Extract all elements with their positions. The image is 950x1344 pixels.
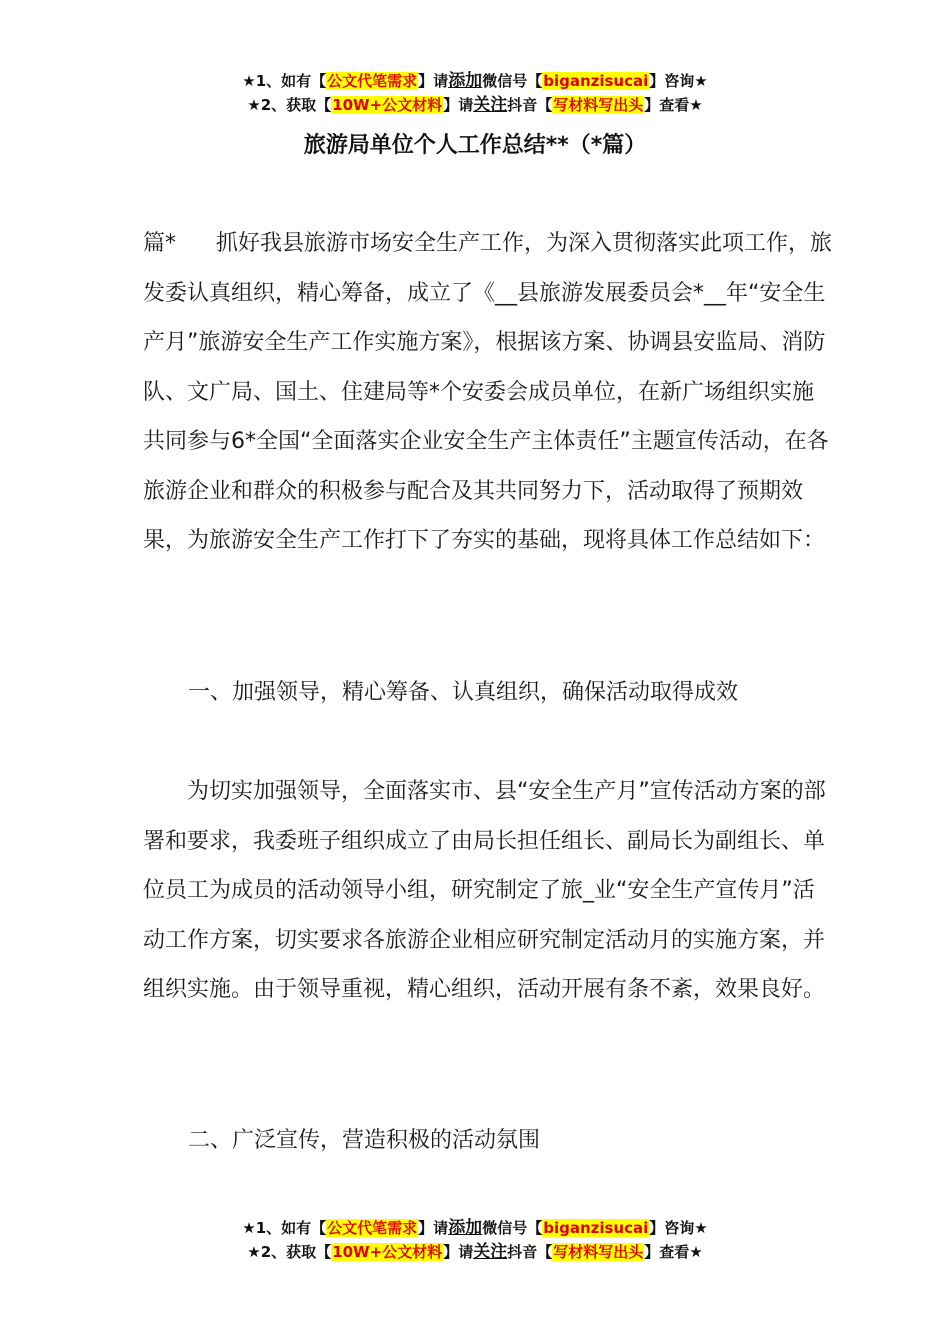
promo-text: 】查看★ bbox=[644, 96, 703, 114]
promo-highlight: biganzisucai bbox=[543, 72, 649, 90]
body-paragraph-text: 为切实加强领导，全面落实市、县“安全生产月”宣传活动方案的部署和要求，我委班子组织成立了由局长担任组长、副局长为副组长、单位员工为成员的活动领导小组，研究制定了旅_业“安全生产宣传月”活动工作方案，切实要求各旅游企业相应研究制定活动月的实施方案，并组织实施。由于领导重视，精心组织，活动开展有条不紊，效果良好。 bbox=[143, 779, 826, 1002]
promo-emphasis: 关注 bbox=[473, 1242, 508, 1262]
intro-text: 抓好我县旅游市场安全生产工作，为深入贯彻落实此项工作，旅发委认真组织，精心筹备，成立了《__县旅游发展委员会*__年“安全生产月”旅游安全生产工作实施方案》，根据该方案、协调县安监局、消防队、文广局、国土、住建局等*个安委会成员单位，在新广场组织实施共同参与6*全国“全面落实企业安全生产主体责任”主题宣传活动，在各旅游企业和群众的积极参与配合及其共同努力下，活动取得了预期效果，为旅游安全生产工作打下了夯实的基础，现将具体工作总结如下： bbox=[143, 231, 833, 553]
promo-text: 】请 bbox=[418, 72, 449, 90]
promo-highlight: biganzisucai bbox=[543, 1219, 649, 1237]
promo-text: 微信号【 bbox=[482, 72, 543, 90]
section-heading-2: 二、广泛宣传，营造积极的活动氛围 bbox=[188, 1128, 541, 1153]
promo-text: 】咨询★ bbox=[649, 1219, 708, 1237]
promo-highlight: 写材料写出头 bbox=[553, 1243, 644, 1261]
promo-highlight: 公文代笔需求 bbox=[327, 72, 418, 90]
promo-text: 微信号【 bbox=[482, 1219, 543, 1237]
promo-line-1 bbox=[0, 69, 950, 93]
promo-line-2 bbox=[0, 1240, 950, 1264]
section-heading-1: 一、加强领导，精心筹备、认真组织，确保活动取得成效 bbox=[188, 680, 739, 705]
promo-text: 】咨询★ bbox=[649, 72, 708, 90]
promo-emphasis: 关注 bbox=[473, 95, 508, 115]
promo-emphasis: 添加 bbox=[448, 1218, 483, 1238]
promo-line-1 bbox=[0, 1216, 950, 1240]
intro-paragraph bbox=[143, 219, 833, 566]
promo-text: ★2、获取【 bbox=[247, 1243, 332, 1261]
promo-banner-bottom bbox=[0, 1216, 950, 1264]
promo-text: 】请 bbox=[443, 96, 474, 114]
promo-highlight: 写材料写出头 bbox=[553, 96, 644, 114]
promo-text: ★2、获取【 bbox=[247, 96, 332, 114]
promo-text: 】请 bbox=[418, 1219, 449, 1237]
document-title: 旅游局单位个人工作总结**（*篇） bbox=[303, 133, 647, 158]
promo-text: 】查看★ bbox=[644, 1243, 703, 1261]
body-paragraph-1 bbox=[143, 767, 833, 1015]
promo-text: 】请 bbox=[443, 1243, 474, 1261]
promo-highlight: 10W+公文材料 bbox=[332, 1243, 443, 1261]
promo-text: 抖音【 bbox=[507, 96, 553, 114]
promo-line-2 bbox=[0, 93, 950, 117]
promo-text: ★1、如有【 bbox=[242, 1219, 327, 1237]
promo-text: 抖音【 bbox=[507, 1243, 553, 1261]
promo-banner-top bbox=[0, 69, 950, 117]
promo-text: ★1、如有【 bbox=[242, 72, 327, 90]
promo-highlight: 公文代笔需求 bbox=[327, 1219, 418, 1237]
intro-label: 篇* bbox=[143, 231, 177, 256]
promo-highlight: 10W+公文材料 bbox=[332, 96, 443, 114]
promo-emphasis: 添加 bbox=[448, 71, 483, 91]
